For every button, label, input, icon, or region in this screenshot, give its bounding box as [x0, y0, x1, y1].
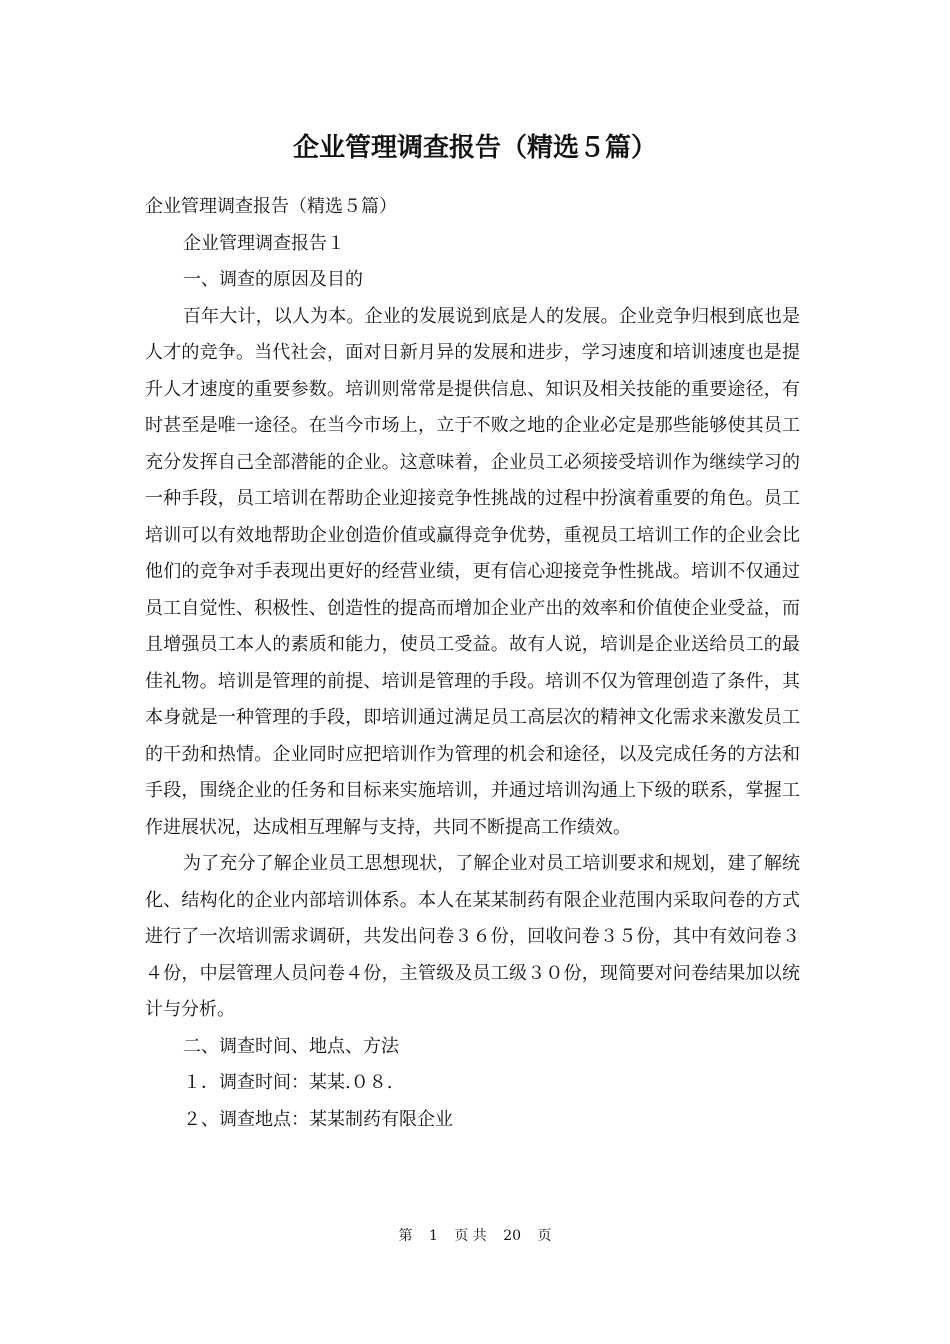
footer-page-number: 1 — [428, 1228, 438, 1244]
item-survey-location: ２、调查地点：某某制药有限企业 — [183, 1108, 453, 1130]
footer-end-label: 页 — [537, 1228, 552, 1244]
heading-time-place-method: 二、调查时间、地点、方法 — [183, 1035, 399, 1057]
footer-page-label: 第 — [398, 1228, 413, 1244]
page-footer — [0, 1226, 950, 1246]
heading-purpose: 一、调查的原因及目的 — [183, 269, 363, 290]
document-subtitle: 企业管理调查报告（精选５篇） — [145, 196, 397, 217]
item-survey-time: １．调查时间：某某.０８. — [183, 1072, 393, 1093]
paragraph-survey: 为了充分了解企业员工思想现状，了解企业对员工培训要求和规划，建了解统化、结构化的企业内部培训体系。本人在某某制药有限企业范围内采取问卷的方式进行了一次培训需求调研，共发出问卷３６份，回收问卷３５份，其中有效问卷３４份，中层管理人员问卷４份，主管级及员工级３０份，现简要对问卷结果加以统计与分析。 — [145, 853, 800, 1020]
footer-of-label: 页 共 — [454, 1228, 487, 1244]
section-heading: 企业管理调查报告１ — [183, 232, 345, 254]
footer-total-pages: 20 — [503, 1228, 522, 1244]
document-title: 企业管理调查报告（精选５篇） — [292, 133, 657, 163]
paragraph-purpose: 百年大计，以人为本。企业的发展说到底是人的发展。企业竞争归根到底也是人才的竞争。当代社会，面对日新月异的发展和进步，学习速度和培训速度也是提升人才速度的重要参数。培训则常常是提供信息、知识及相关技能的重要途径，有时甚至是唯一途径。在当今市场上，立于不败之地的企业必定是那些能够使其员工充分发挥自己全部潜能的企业。这意味着，企业员工必须接受培训作为继续学习的一种手段，员工培训在帮助企业迎接竞争性挑战的过程中扮演着重要的角色。员工培训可以有效地帮助企业创造价值或赢得竞争优势，重视员工培训工作的企业会比他们的竞争对手表现出更好的经营业绩，更有信心迎接竞争性挑战。培训不仅通过员工自觉性、积极性、创造性的提高而增加企业产出的效率和价值使企业受益，而且增强员工本人的素质和能力，使员工受益。故有人说，培训是企业送给员工的最佳礼物。培训是管理的前提、培训是管理的手段。培训不仅为管理创造了条件，其本身就是一种管理的手段，即培训通过满足员工高层次的精神文化需求来激发员工的干劲和热情。企业同时应把培训作为管理的机会和途径，以及完成任务的方法和手段，围绕企业的任务和目标来实施培训，并通过培训沟通上下级的联系，掌握工作进展状况，达成相互理解与支持，共同不断提高工作绩效。 — [145, 305, 800, 838]
document-body — [145, 189, 800, 1138]
